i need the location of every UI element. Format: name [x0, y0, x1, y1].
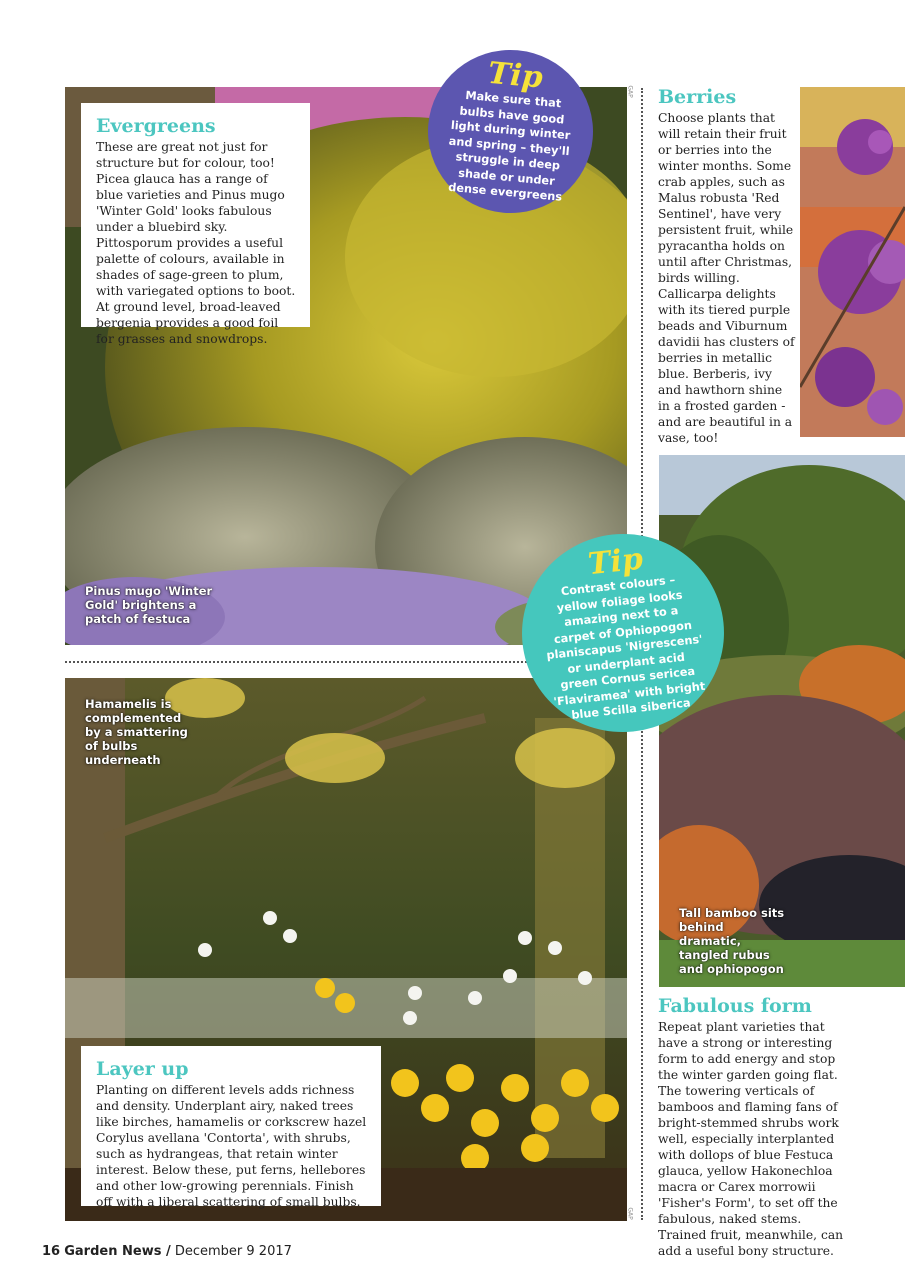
photo-credit: GAP	[626, 85, 634, 98]
tip-label-2: Tip	[586, 541, 645, 583]
layer-up-card	[81, 1046, 381, 1209]
photo-credit-2: GAP	[626, 1207, 634, 1220]
issue-date: December 9 2017	[174, 1244, 292, 1259]
tip-text: Make sure that bulbs have good light during winter and spring – they'll struggle in deep shade or under dense evergreens	[447, 88, 571, 204]
fabulous-form-section	[658, 995, 853, 1258]
berries-body: Choose plants that will retain their fruit or berries into the winter months. Some crab apples, such as Malus robusta 'Red Sentinel', have very persistent fruit, while pyracantha holds on until after Christmas, birds willing. Callicarpa delights with its tiered purple beads and Viburnum davidii has clusters of berries in metallic blue. Berberis, ivy and hawthorn shine in a frosted garden - and are beautiful in a vase, too!	[658, 111, 795, 445]
berries-heading: Berries	[658, 86, 737, 108]
evergreens-caption: Pinus mugo 'Winter Gold' brightens a patch of festuca	[85, 584, 213, 626]
page-footer	[42, 1244, 292, 1259]
bamboo-caption: Tall bamboo sits behind dramatic, tangled rubus and ophiopogon	[679, 906, 785, 976]
berries-section	[658, 86, 796, 446]
tip-text-2: Contrast colours – yellow foliage looks amazing next to a carpet of Ophiopogon planiscapus 'Nigrescens' or underplant acid green Cornus sericea 'Flaviramea' with bright blue Scilla siberica	[545, 573, 706, 722]
hamamelis-caption: Hamamelis is complemented by a smattering of bulbs underneath	[85, 697, 188, 767]
fabulous-form-body: Repeat plant varieties that have a strong or interesting form to add energy and stop the winter garden going flat. The towering verticals of bamboos and flaming fans of bright-stemmed shrubs work well, especially interplanted with dollops of blue Festuca glauca, yellow Hakonechloa macra or Carex morrowii 'Fisher's Form', to set off the fabulous, naked stems. Trained fruit, meanwhile, can add a useful bony structure.	[658, 1020, 844, 1258]
publication-name: Garden News /	[64, 1244, 171, 1259]
layer-up-heading: Layer up	[96, 1058, 189, 1080]
evergreens-card	[81, 103, 310, 346]
layer-up-body: Planting on different levels adds richness and density. Underplant airy, naked trees like birches, hamamelis or corkscrew hazel Corylus avellana 'Contorta', with shrubs, such as hydrangeas, that retain winter interest. Below these, put ferns, hellebores and other low-growing perennials. Finish off with a liberal scattering of small bulbs.	[96, 1083, 367, 1209]
fabulous-form-heading: Fabulous form	[658, 995, 812, 1017]
callicarpa-photo	[800, 87, 905, 437]
tip-label: Tip	[486, 55, 545, 96]
evergreens-heading: Evergreens	[96, 115, 216, 137]
page-number: 16	[42, 1244, 61, 1259]
evergreens-body: These are great not just for structure but for colour, too! Picea glauca has a range of blue varieties and Pinus mugo 'Winter Gold' looks fabulous under a bluebird sky. Pittosporum provides a useful palette of colours, available in shades of sage-green to plum, with variegated options to boot. At ground level, broad-leaved bergenia provides a good foil for grasses and snowdrops.	[96, 140, 296, 346]
